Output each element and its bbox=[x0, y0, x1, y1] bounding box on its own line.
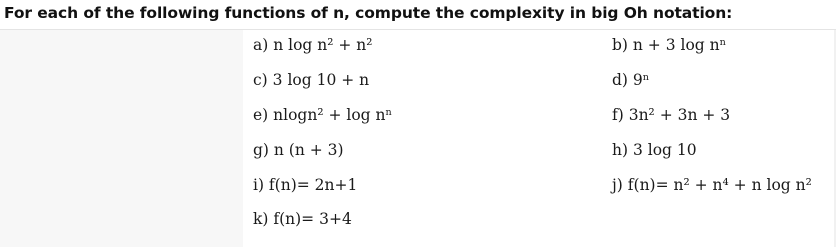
function-b: b) n + 3 log nⁿ bbox=[612, 36, 727, 54]
function-c: c) 3 log 10 + n bbox=[253, 71, 370, 89]
function-d: d) 9ⁿ bbox=[612, 71, 650, 89]
function-i: i) f(n)= 2n+1 bbox=[253, 176, 358, 194]
function-a: a) n log n² + n² bbox=[253, 36, 373, 54]
function-e: e) nlogn² + log nⁿ bbox=[253, 106, 393, 124]
left-margin-panel bbox=[0, 30, 243, 247]
function-g: g) n (n + 3) bbox=[253, 141, 344, 159]
function-h: h) 3 log 10 bbox=[612, 141, 697, 159]
question-heading: For each of the following functions of n, compute the complexity in big Oh notation: bbox=[4, 4, 733, 22]
function-k: k) f(n)= 3+4 bbox=[253, 210, 352, 228]
function-j: j) f(n)= n² + n⁴ + n log n² bbox=[612, 176, 812, 194]
function-f: f) 3n² + 3n + 3 bbox=[612, 106, 731, 124]
